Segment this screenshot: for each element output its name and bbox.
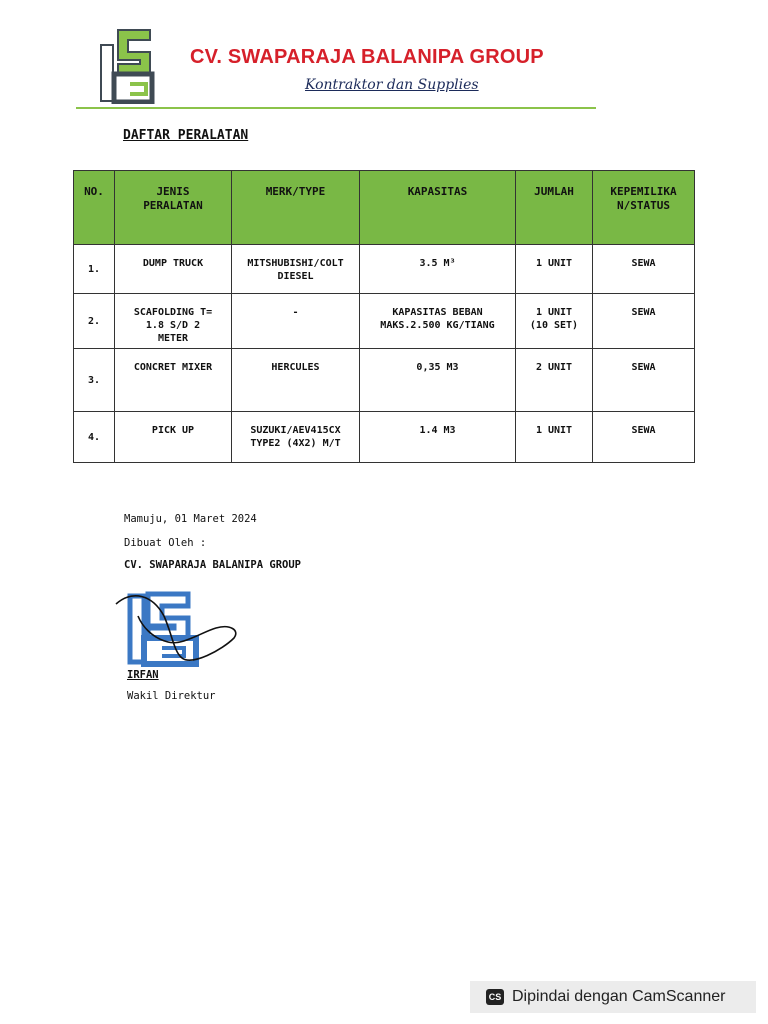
cell-status: SEWA (593, 245, 695, 294)
cell-kapasitas: 3.5 M³ (360, 245, 516, 294)
header-no: NO. (74, 171, 115, 245)
header-jumlah: JUMLAH (516, 171, 593, 245)
camscanner-badge (470, 981, 756, 1013)
cell-status: SEWA (593, 349, 695, 412)
cell-merk: SUZUKI/AEV415CX TYPE2 (4X2) M/T (232, 412, 360, 463)
sbg-logo-icon (96, 26, 156, 104)
cell-jumlah: 2 UNIT (516, 349, 593, 412)
header-jenis: JENIS PERALATAN (115, 171, 232, 245)
table-row (74, 349, 695, 412)
company-tagline: Kontraktor dan Supplies (305, 77, 479, 93)
signer-name: IRFAN (127, 669, 159, 681)
table-row (74, 294, 695, 349)
header-divider (76, 107, 596, 109)
place-date: Mamuju, 01 Maret 2024 (124, 513, 257, 525)
equipment-table (73, 170, 695, 463)
cell-no: 4. (74, 412, 115, 463)
header-kepemilikan: KEPEMILIKA N/STATUS (593, 171, 695, 245)
table-row (74, 412, 695, 463)
signature-company: CV. SWAPARAJA BALANIPA GROUP (124, 559, 302, 571)
cell-jenis: CONCRET MIXER (115, 349, 232, 412)
cell-jumlah: 1 UNIT (516, 245, 593, 294)
cell-no: 3. (74, 349, 115, 412)
cell-jenis: DUMP TRUCK (115, 245, 232, 294)
signer-role: Wakil Direktur (127, 690, 216, 702)
cell-jenis: SCAFOLDING T= 1.8 S/D 2 METER (115, 294, 232, 349)
cell-kapasitas: 1.4 M3 (360, 412, 516, 463)
cell-merk: - (232, 294, 360, 349)
camscanner-text: Dipindai dengan CamScanner (512, 988, 726, 1005)
header-kapasitas: KAPASITAS (360, 171, 516, 245)
cell-status: SEWA (593, 412, 695, 463)
table-row (74, 245, 695, 294)
cell-merk: MITSHUBISHI/COLT DIESEL (232, 245, 360, 294)
cell-no: 2. (74, 294, 115, 349)
made-by-label: Dibuat Oleh : (124, 537, 207, 549)
cell-jenis: PICK UP (115, 412, 232, 463)
camscanner-icon: CS (486, 989, 504, 1005)
cell-kapasitas: 0,35 M3 (360, 349, 516, 412)
cell-kapasitas: KAPASITAS BEBAN MAKS.2.500 KG/TIANG (360, 294, 516, 349)
cell-merk: HERCULES (232, 349, 360, 412)
company-name: CV. SWAPARAJA BALANIPA GROUP (190, 46, 544, 68)
header-merk: MERK/TYPE (232, 171, 360, 245)
company-stamp-icon (112, 586, 242, 670)
cell-status: SEWA (593, 294, 695, 349)
document-title: DAFTAR PERALATAN (123, 128, 249, 143)
table-header-row (74, 171, 695, 245)
cell-no: 1. (74, 245, 115, 294)
cell-jumlah: 1 UNIT (516, 412, 593, 463)
cell-jumlah: 1 UNIT (10 SET) (516, 294, 593, 349)
